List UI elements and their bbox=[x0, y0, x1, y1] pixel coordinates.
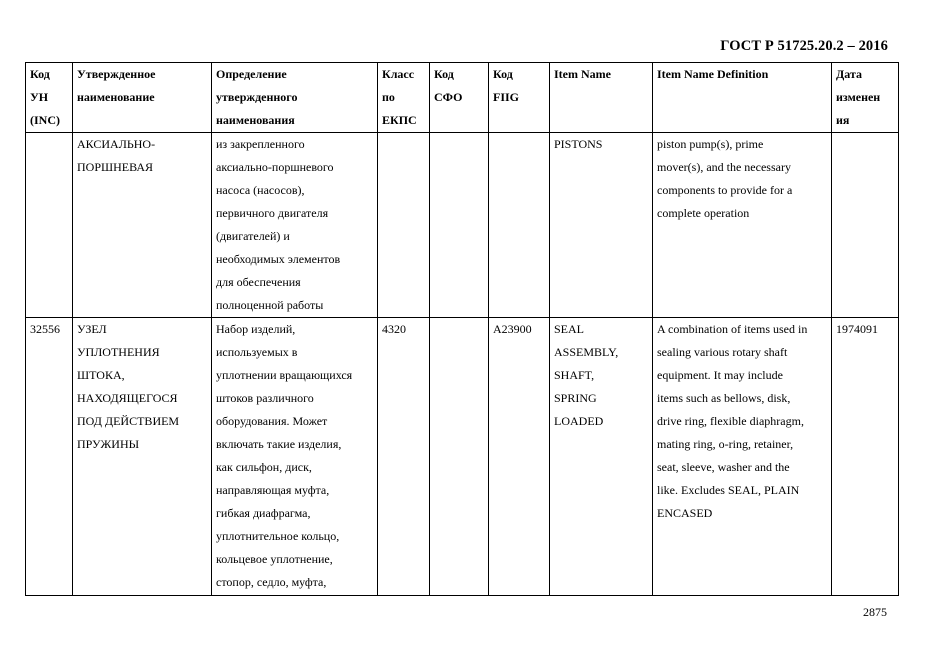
cell-text-line: ЕКПС bbox=[382, 113, 417, 127]
cell-text-line: из закрепленного bbox=[216, 137, 305, 151]
cell-definition bbox=[212, 133, 378, 318]
cell-text-line: A combination of items used in bbox=[657, 322, 808, 336]
cell-text-line: FIIG bbox=[493, 90, 520, 104]
table-header-row bbox=[26, 63, 899, 133]
cell-text-line: Код bbox=[30, 67, 50, 81]
cell-class bbox=[378, 133, 430, 318]
header-approved-name bbox=[73, 63, 212, 133]
cell-text-line: Код bbox=[434, 67, 454, 81]
cell-text-line: изменен bbox=[836, 90, 881, 104]
cell-text-line: первичного двигателя bbox=[216, 206, 329, 220]
cell-text-line: для обеспечения bbox=[216, 275, 301, 289]
cell-text-line: по bbox=[382, 90, 395, 104]
header-class bbox=[378, 63, 430, 133]
cell-text-line: Утвержденное bbox=[77, 67, 156, 81]
cell-text-line: кольцевое уплотнение, bbox=[216, 552, 333, 566]
cell-text-line: Код bbox=[493, 67, 513, 81]
cell-text-line: PISTONS bbox=[554, 137, 603, 151]
cell-text-line: как сильфон, диск, bbox=[216, 460, 312, 474]
header-item-name-definition bbox=[653, 63, 832, 133]
cell-text-line: ПОД ДЕЙСТВИЕМ bbox=[77, 414, 180, 428]
header-inc bbox=[26, 63, 73, 133]
cell-text-line: Набор изделий, bbox=[216, 322, 296, 336]
cell-item-name-definition bbox=[653, 318, 832, 596]
cell-text-line: SHAFT, bbox=[554, 368, 595, 382]
cell-text-line: УН bbox=[30, 90, 49, 104]
cell-text-line: штоков различного bbox=[216, 391, 314, 405]
cell-text-line: SPRING bbox=[554, 391, 597, 405]
cell-text-line: (INC) bbox=[30, 113, 60, 127]
cell-text-line: SEAL bbox=[554, 322, 584, 336]
cell-item-name-definition bbox=[653, 133, 832, 318]
cell-text-line: уплотнительное кольцо, bbox=[216, 529, 340, 543]
cell-text-line: 32556 bbox=[30, 322, 60, 336]
cell-text-line: наименования bbox=[216, 113, 295, 127]
cell-text-line: Item Name bbox=[554, 67, 611, 81]
header-change-date bbox=[832, 63, 899, 133]
cell-text-line: оборудования. Может bbox=[216, 414, 328, 428]
cell-text-line: СФО bbox=[434, 90, 463, 104]
cell-text-line: утвержденного bbox=[216, 90, 298, 104]
cell-text-line: направляющая муфта, bbox=[216, 483, 330, 497]
cell-text-line: complete operation bbox=[657, 206, 750, 220]
cell-text-line: Item Name Definition bbox=[657, 67, 769, 81]
cell-text-line: УЗЕЛ bbox=[77, 322, 107, 336]
cell-fiig-code bbox=[489, 133, 550, 318]
cell-inc bbox=[26, 133, 73, 318]
cell-text-line: Дата bbox=[836, 67, 862, 81]
cell-text-line: mover(s), and the necessary bbox=[657, 160, 791, 174]
cell-text-line: items such as bellows, disk, bbox=[657, 391, 791, 405]
header-fiig-code bbox=[489, 63, 550, 133]
document-standard-header: ГОСТ Р 51725.20.2 – 2016 bbox=[720, 38, 888, 54]
cell-inc bbox=[26, 318, 73, 596]
cell-text-line: Определение bbox=[216, 67, 287, 81]
cell-text-line: seat, sleeve, washer and the bbox=[657, 460, 790, 474]
cell-text-line: like. Excludes SEAL, PLAIN bbox=[657, 483, 800, 497]
header-sfo-code bbox=[430, 63, 489, 133]
cell-fiig-code bbox=[489, 318, 550, 596]
cell-text-line: 4320 bbox=[382, 322, 406, 336]
cell-approved-name bbox=[73, 133, 212, 318]
cell-change-date bbox=[832, 133, 899, 318]
cell-text-line: A23900 bbox=[493, 322, 532, 336]
cell-text-line: аксиально-поршневого bbox=[216, 160, 334, 174]
table-row bbox=[26, 318, 899, 596]
cell-text-line: используемых в bbox=[216, 345, 298, 359]
cell-text-line: ия bbox=[836, 113, 850, 127]
cell-sfo-code bbox=[430, 318, 489, 596]
cell-text-line: ПОРШНЕВАЯ bbox=[77, 160, 154, 174]
cell-text-line: ШТОКА, bbox=[77, 368, 125, 382]
cell-text-line: стопор, седло, муфта, bbox=[216, 575, 327, 589]
cell-text-line: components to provide for a bbox=[657, 183, 793, 197]
header-item-name bbox=[550, 63, 653, 133]
cell-text-line: уплотнении вращающихся bbox=[216, 368, 353, 382]
cell-text-line: LOADED bbox=[554, 414, 604, 428]
cell-text-line: drive ring, flexible diaphragm, bbox=[657, 414, 804, 428]
cell-text-line: ENCASED bbox=[657, 506, 713, 520]
cell-text-line: наименование bbox=[77, 90, 155, 104]
cell-text-line: включать такие изделия, bbox=[216, 437, 342, 451]
cell-text-line: piston pump(s), prime bbox=[657, 137, 764, 151]
cell-text-line: ASSEMBLY, bbox=[554, 345, 619, 359]
cell-text-line: ПРУЖИНЫ bbox=[77, 437, 140, 451]
cell-text-line: насоса (насосов), bbox=[216, 183, 305, 197]
table-row bbox=[26, 133, 899, 318]
cell-class bbox=[378, 318, 430, 596]
cell-change-date bbox=[832, 318, 899, 596]
cell-text-line: equipment. It may include bbox=[657, 368, 783, 382]
cell-item-name bbox=[550, 133, 653, 318]
cell-text-line: УПЛОТНЕНИЯ bbox=[77, 345, 160, 359]
cell-definition bbox=[212, 318, 378, 596]
cell-text-line: mating ring, o-ring, retainer, bbox=[657, 437, 794, 451]
cell-text-line: гибкая диафрагма, bbox=[216, 506, 311, 520]
cell-text-line: необходимых элементов bbox=[216, 252, 341, 266]
cell-text-line: sealing various rotary shaft bbox=[657, 345, 788, 359]
cell-text-line: НАХОДЯЩЕГОСЯ bbox=[77, 391, 178, 405]
cell-text-line: Класс bbox=[382, 67, 415, 81]
cell-text-line: полноценной работы bbox=[216, 298, 324, 312]
page-number: 2875 bbox=[863, 605, 887, 619]
cell-text-line: (двигателей) и bbox=[216, 229, 290, 243]
cell-item-name bbox=[550, 318, 653, 596]
cell-text-line: АКСИАЛЬНО- bbox=[77, 137, 156, 151]
cell-sfo-code bbox=[430, 133, 489, 318]
header-definition bbox=[212, 63, 378, 133]
cell-approved-name bbox=[73, 318, 212, 596]
nomenclature-table bbox=[25, 62, 899, 596]
cell-text-line: 1974091 bbox=[836, 322, 878, 336]
